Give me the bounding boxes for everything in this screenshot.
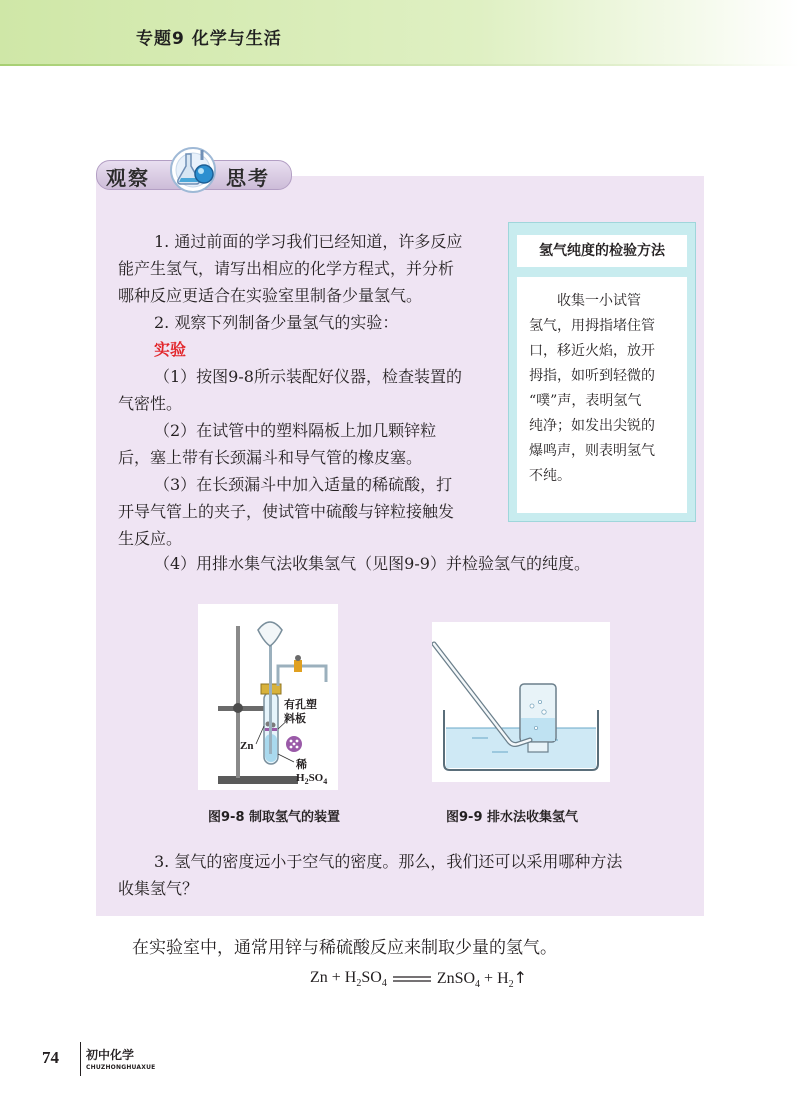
q3-line2: 收集氢气？ bbox=[118, 879, 199, 898]
purity-line-2: 氢气，用拇指堵住管 bbox=[529, 318, 655, 334]
q1-line3: 哪种反应更适合在实验室里制备少量氢气。 bbox=[118, 286, 423, 305]
observe-think-header bbox=[96, 154, 296, 194]
acid-label-prefix: 稀H bbox=[296, 759, 307, 784]
figure-9-8-caption: 图9-8 制取氢气的装置 bbox=[208, 810, 341, 825]
purity-line-8: 不纯。 bbox=[529, 468, 571, 484]
plate-label-line2: 料板 bbox=[284, 712, 306, 725]
q2-text: 2. 观察下列制备少量氢气的实验： bbox=[154, 313, 399, 332]
acid-label-sub2: 4 bbox=[323, 777, 328, 787]
eq-lhs-sub1: 2 bbox=[356, 978, 362, 990]
eq-lhs-part2: SO bbox=[361, 969, 382, 986]
purity-line-4: 拇指，如听到轻微的 bbox=[529, 368, 655, 384]
step4-text: （4）用排水集气法收集氢气（见图9-9）并检验氢气的纯度。 bbox=[154, 554, 590, 573]
flask-icon bbox=[166, 140, 220, 194]
figure-9-9 bbox=[432, 622, 610, 782]
page-number: 74 bbox=[42, 1048, 59, 1067]
zn-label: Zn bbox=[240, 740, 254, 752]
step2-line1: （2）在试管中的塑料隔板上加几颗锌粒 bbox=[154, 421, 437, 440]
figure-9-8 bbox=[198, 604, 338, 790]
purity-line-5: “噗”声，表明氢气 bbox=[529, 393, 642, 409]
purity-test-text bbox=[529, 289, 679, 489]
purity-test-body bbox=[517, 277, 687, 513]
figure-9-9-caption: 图9-9 排水法收集氢气 bbox=[446, 810, 579, 825]
chapter-header-band bbox=[0, 0, 800, 64]
step3-line2: 开导气管上的夹子，使试管中硫酸与锌粒接触发 bbox=[118, 502, 455, 521]
q1-line2: 能产生氢气，请写出相应的化学方程式，并分析 bbox=[118, 259, 455, 278]
equation-lhs bbox=[310, 969, 387, 989]
reaction-equation bbox=[310, 968, 527, 990]
step1-line1: （1）按图9-8所示装配好仪器，检查装置的 bbox=[154, 367, 462, 386]
purity-line-3: 口，移近火焰，放开 bbox=[529, 343, 655, 359]
header-divider bbox=[0, 64, 800, 66]
eq-rhs-part1: ZnSO bbox=[436, 970, 476, 987]
purity-line-7: 爆鸣声，则表明氢气 bbox=[529, 443, 655, 459]
book-pinyin: CHUZHONGHUAXUE bbox=[86, 1064, 156, 1071]
q3-line1: 3. 氢气的密度远小于空气的密度。那么，我们还可以采用哪种方法 bbox=[154, 852, 623, 871]
eq-rhs-sub1: 4 bbox=[475, 979, 481, 991]
step3-line3: 生反应。 bbox=[118, 529, 183, 548]
eq-rhs-part2: + H bbox=[480, 970, 509, 987]
purity-line-6: 纯净；如发出尖锐的 bbox=[529, 418, 655, 434]
eq-lhs-part1: Zn + H bbox=[310, 969, 357, 986]
purity-line-1: 收集一小试管 bbox=[557, 293, 641, 309]
question-3 bbox=[118, 848, 698, 902]
main-sentence: 在实验室中，通常用锌与稀硫酸反应来制取少量的氢气。 bbox=[132, 938, 557, 958]
acid-label-sub1: 2 bbox=[304, 777, 309, 787]
step1-line2: 气密性。 bbox=[118, 394, 183, 413]
purity-test-title: 氢气纯度的检验方法 bbox=[517, 235, 687, 267]
plate-label-line1: 有孔塑 bbox=[284, 698, 317, 711]
experiment-heading: 实验 bbox=[154, 340, 187, 359]
eq-lhs-sub2: 4 bbox=[381, 978, 387, 990]
step2-line2: 后，塞上带有长颈漏斗和导气管的橡皮塞。 bbox=[118, 448, 423, 467]
acid-label bbox=[296, 756, 338, 786]
equals-double-line-icon bbox=[393, 974, 431, 984]
eq-rhs-sub2: 2 bbox=[508, 979, 514, 991]
water-collection-drawing bbox=[432, 622, 610, 782]
step3-line1: （3）在长颈漏斗中加入适量的稀硫酸，打 bbox=[154, 475, 453, 494]
think-label: 思考 bbox=[226, 166, 270, 190]
purity-test-box bbox=[508, 222, 696, 522]
plate-label bbox=[284, 698, 317, 726]
q1-line1: 1. 通过前面的学习我们已经知道，许多反应 bbox=[154, 232, 463, 251]
chapter-title: 专题9 化学与生活 bbox=[136, 29, 282, 49]
book-title: 初中化学 bbox=[86, 1048, 135, 1062]
question-block bbox=[118, 228, 503, 552]
acid-label-suffix: SO bbox=[308, 772, 324, 784]
footer-divider bbox=[80, 1042, 81, 1076]
gas-arrow-icon: ↑ bbox=[513, 968, 528, 987]
equation-rhs bbox=[437, 968, 527, 990]
observe-label: 观察 bbox=[106, 166, 150, 190]
